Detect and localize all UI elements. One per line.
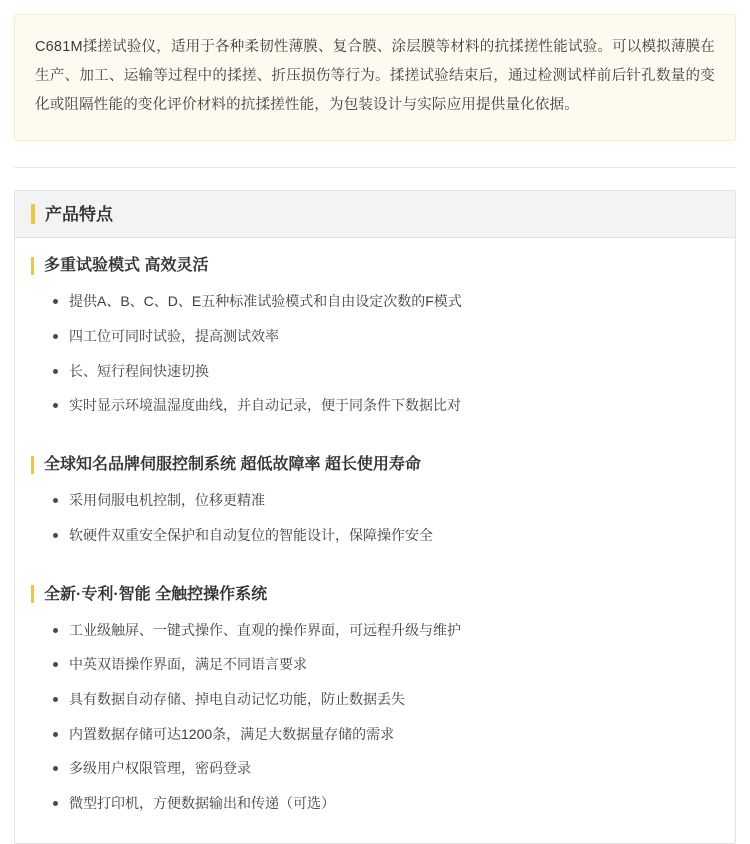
list-item: 软硬件双重安全保护和自动复位的智能设计，保障操作安全 (53, 525, 719, 547)
section-header (15, 191, 735, 238)
list-item: 采用伺服电机控制，位移更精准 (53, 490, 719, 512)
intro-banner-wrapper (0, 0, 750, 141)
feature-heading (31, 585, 719, 604)
list-item: 具有数据自动存储、掉电自动记忆功能，防止数据丢失 (53, 689, 719, 711)
list-item: 长、短行程间快速切换 (53, 361, 719, 383)
accent-tick-icon (31, 585, 34, 603)
list-item: 中英双语操作界面，满足不同语言要求 (53, 654, 719, 676)
feature-heading (31, 256, 719, 275)
feature-group (31, 455, 719, 547)
section-title: 产品特点 (45, 204, 113, 224)
section-divider (14, 167, 736, 168)
feature-title-text: 全球知名品牌伺服控制系统 超低故障率 超长使用寿命 (44, 455, 421, 473)
accent-tick-icon (31, 456, 34, 474)
list-item: 实时显示环境温湿度曲线，并自动记录，便于同条件下数据比对 (53, 395, 719, 417)
accent-bar-icon (31, 204, 35, 224)
list-item: 内置数据存储可达1200条，满足大数据量存储的需求 (53, 724, 719, 746)
list-item: 四工位可同时试验，提高测试效率 (53, 326, 719, 348)
section-body (15, 238, 735, 843)
list-item: 工业级触屏、一键式操作、直观的操作界面，可远程升级与维护 (53, 620, 719, 642)
accent-tick-icon (31, 257, 34, 275)
product-features-card (14, 190, 736, 844)
list-item: 多级用户权限管理，密码登录 (53, 758, 719, 780)
intro-banner (14, 14, 736, 141)
intro-paragraph: C681M揉搓试验仪，适用于各种柔韧性薄膜、复合膜、涂层膜等材料的抗揉搓性能试验。可以模拟薄膜在生产、加工、运输等过程中的揉搓、折压损伤等行为。揉搓试验结束后，通过检测试样前后针孔数量的变化或阻隔性能的变化评价材料的抗揉搓性能，为包装设计与实际应用提供量化依据。 (35, 39, 715, 113)
feature-group (31, 585, 719, 815)
feature-heading (31, 455, 719, 474)
feature-bullet-list (31, 490, 719, 546)
feature-bullet-list (31, 620, 719, 815)
feature-bullet-list (31, 291, 719, 417)
list-item: 微型打印机，方便数据输出和传递（可选） (53, 793, 719, 815)
list-item: 提供A、B、C、D、E五种标准试验模式和自由设定次数的F模式 (53, 291, 719, 313)
feature-group (31, 256, 719, 417)
feature-title-text: 全新·专利·智能 全触控操作系统 (44, 585, 268, 603)
feature-title-text: 多重试验模式 高效灵活 (44, 257, 209, 274)
